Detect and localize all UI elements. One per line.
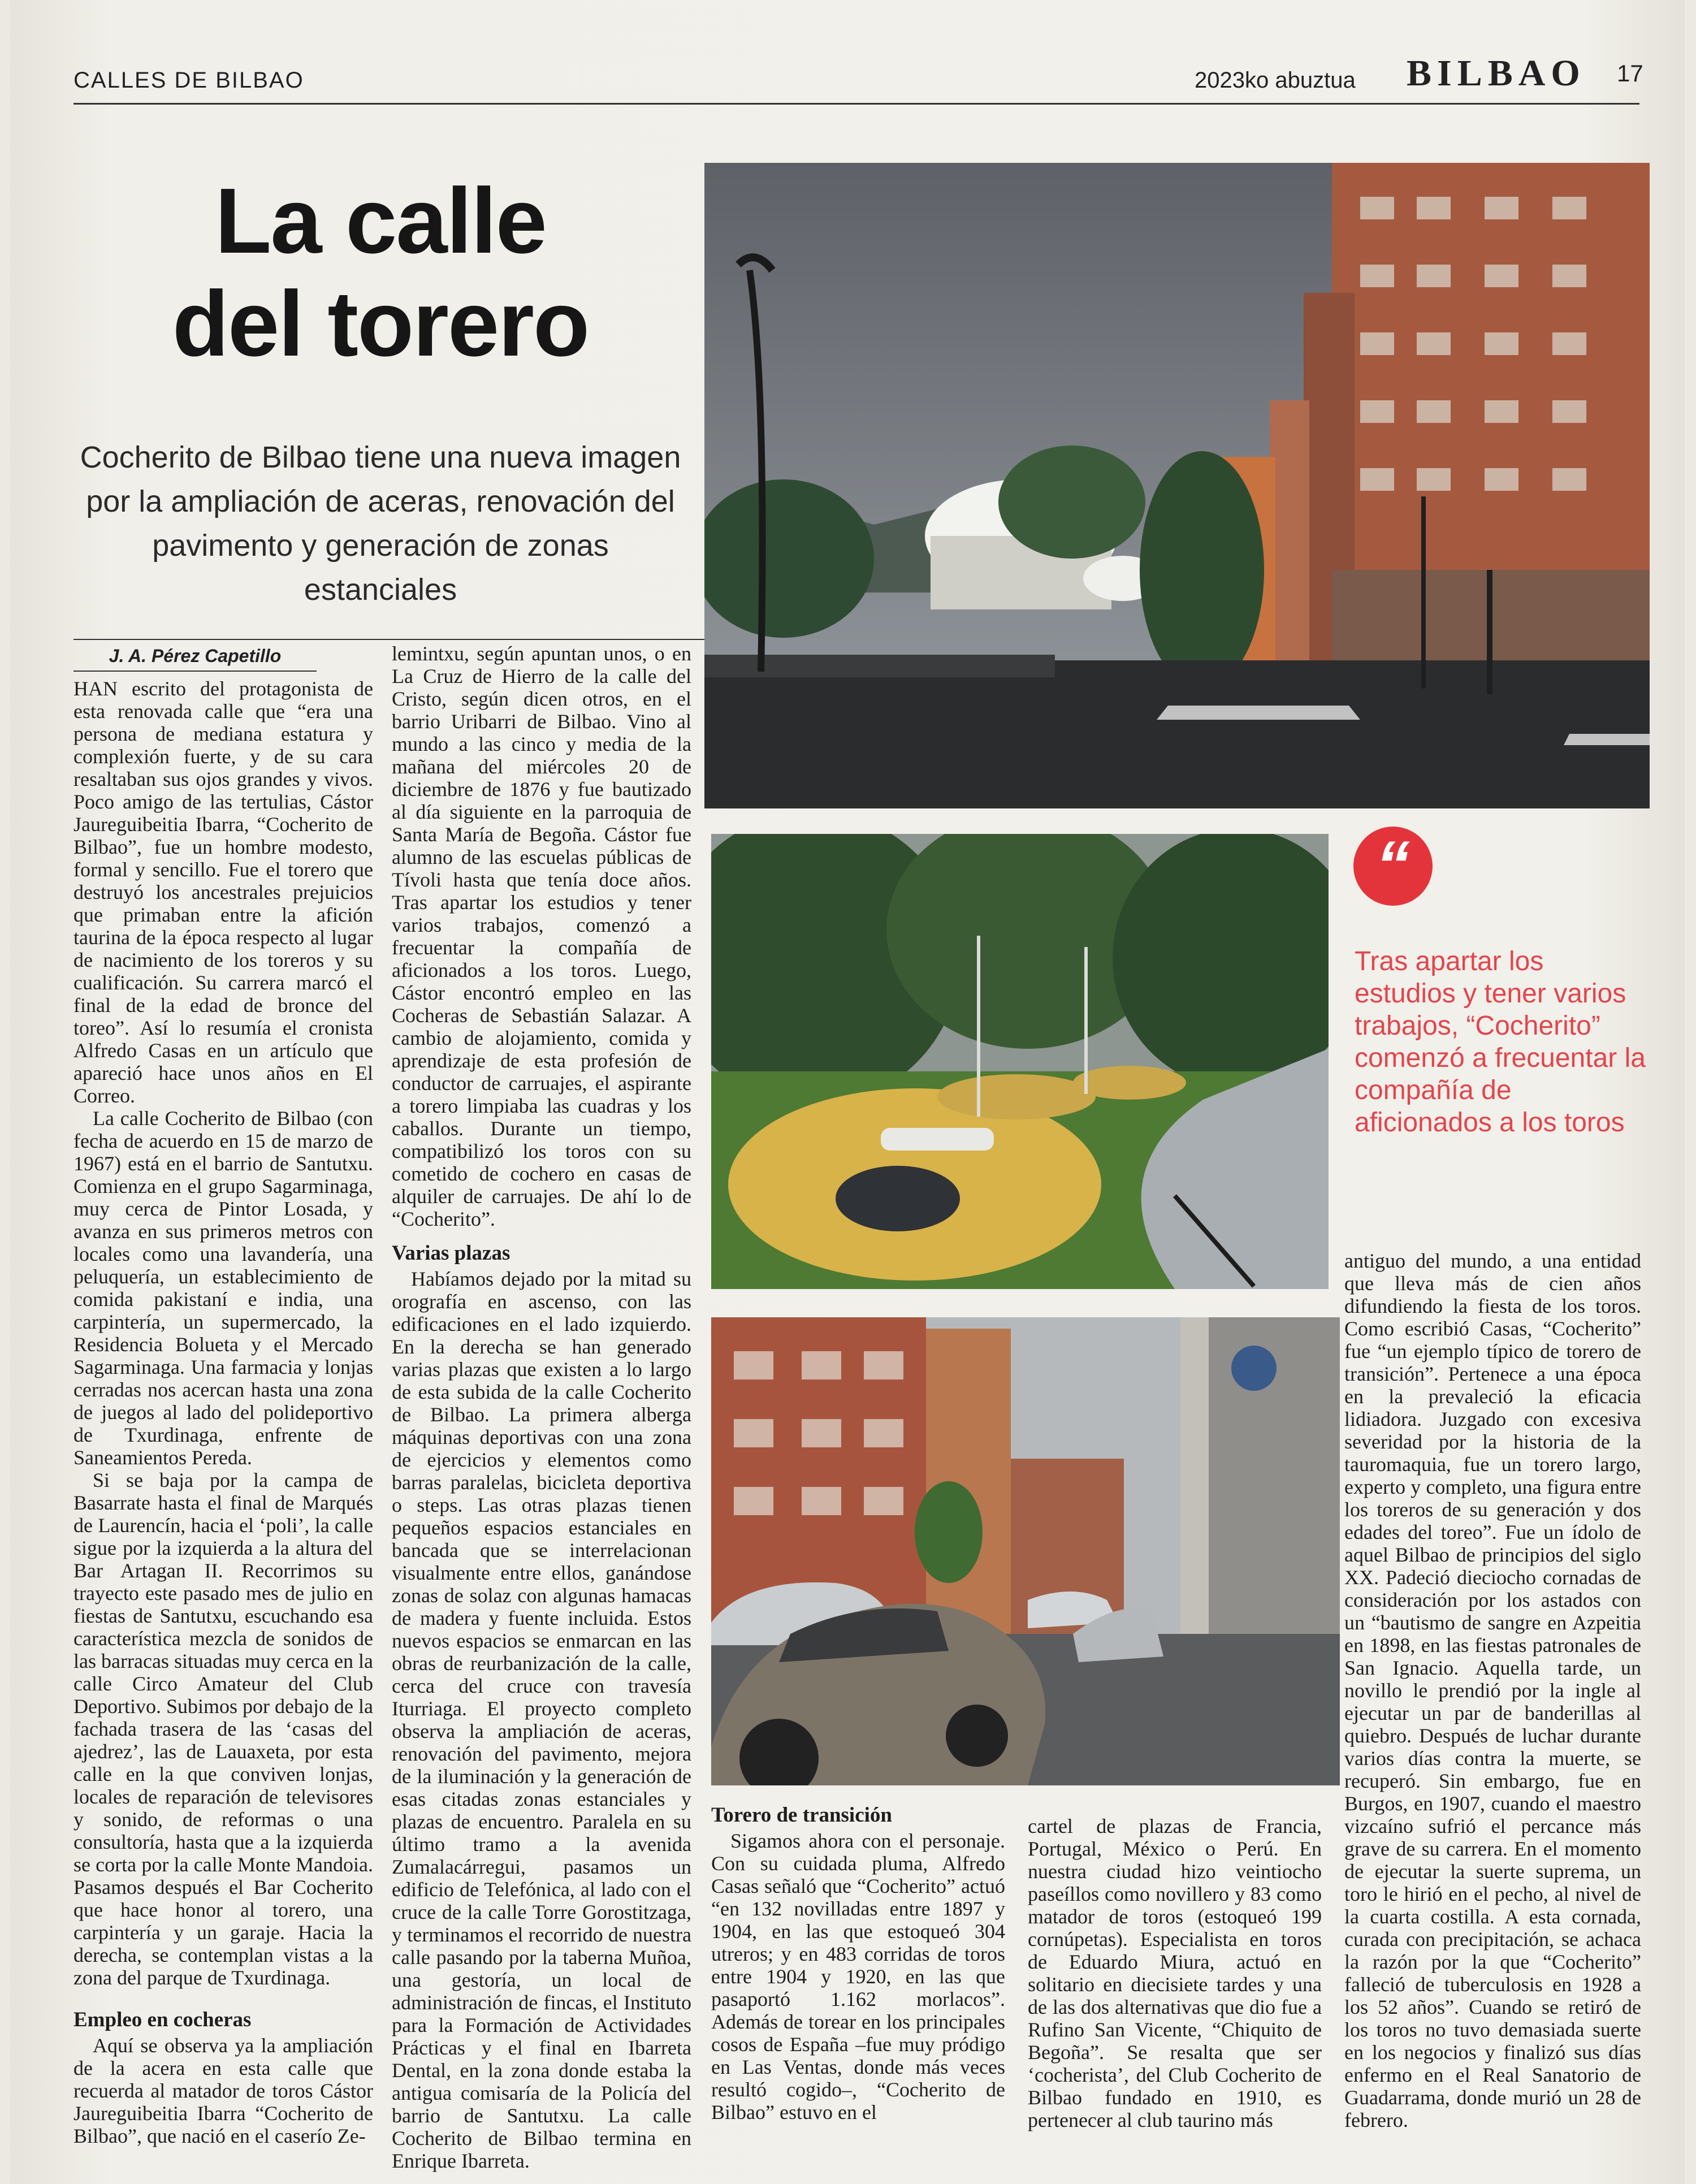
text-column-2 xyxy=(392,642,691,2172)
issue-date: 2023ko abuztua xyxy=(1195,68,1356,93)
page-number: 17 xyxy=(1617,60,1643,87)
header-rule xyxy=(73,103,1639,105)
newspaper-page xyxy=(10,0,1685,2184)
section-heading: Varias plazas xyxy=(392,1242,510,1265)
paragraph: Sigamos ahora con el personaje. Con su cuidada pluma, Alfredo Casas señaló que “Cocherito” actuó “en 132 novilladas entre 1897 y 1904, en las que estoqueó 304 utreros; y en 483 corridas de toros entre 1904 y 1920, en las que pasaportó 1.162 morlacos”. Además de torear en los principales cosos de España –fue muy pródigo en Las Ventas, donde más veces resultó cogido–, “Cocherito de Bilbao” estuvo en el xyxy=(711,1830,1005,2124)
paragraph: Habíamos dejado por la mitad su orografía en ascenso, con las edificaciones en el lado izquierdo. En la derecha se han generado varias plazas que existen a lo largo de esta subida de la calle Cocherito de Bilbao. La primera alberga máquinas deportivas con una zona de ejercicios y elementos como barras paralelas, bicicleta deportiva o steps. Las otras plazas tienen pequeños espacios estanciales en bancada que se interrelacionan visualmente entre ellos, ganándose zonas de solaz con algunas hamacas de madera y fuente incluida. Estos nuevos espacios se enmarcan en las obras de reurbanización de la calle, cerca del cruce con travesía Iturriaga. El proyecto completo observa la ampliación de aceras, renovación del pavimento, mejora de la iluminación y la generación de esas citadas zonas estanciales y plazas de encuentro. Paralela en su último tramo a la avenida Zumalacárregui, pasamos un edificio de Telefónica, al lado con el cruce de la calle Torre Gorostitzaga, y terminamos el recorrido de nuestra calle pasando por la taberna Muñoa, una gestoría, un local de administración de fincas, el Instituto para la Formación de Actividades Prácticas y el final en Ibarreta Dental, en la zona donde estaba la antigua comisaría de la Policía del barrio de Santutxu. La calle Cocherito de Bilbao termina en Enrique Ibarreta. xyxy=(392,1268,691,2172)
street-photo xyxy=(704,163,1650,808)
text-column-5 xyxy=(1344,1249,1641,2131)
paragraph: antiguo del mundo, a una entidad que lleva más de cien años difundiendo la fiesta de los toros. Como escribió Casas, “Cocherito” fue “un ejemplo típico de torero de transición”. Pertenece a una época en la prevaleció la eficacia lidiadora. Juzgado con excesiva severidad por la historia de la tauromaquia, fue un torero largo, experto y completo, una figura entre los toreros de su generación y dos edades del toreo”. Fue un ídolo de aquel Bilbao de principios del siglo XX. Padeció dieciocho cornadas de consideración por los astados con un “bautismo de sangre en Azpeitia en 1898, en las fiestas patronales de San Ignacio. Aquella tarde, un novillo le prendió por la ingle al ejecutar un par de banderillas al quiebro. Después de luchar durante varios días contra la muerte, se recuperó. Sin embargo, fue en Burgos, en 1907, cuando el maestro vizcaíno sufrió el percance más grave de su carrera. En el momento de ejecutar la suerte suprema, un toro le hirió en el pecho, al nivel de la cuarta costilla. A esta cornada, curada con precipitación, se achaca la razón por la que “Cocherito” falleció de tuberculosis en 1928 a los 52 años”. Cuando se retiró de los toros no tuvo demasiada suerte en los negocios y finalizó sus días enfermo en el Real Sanatorio de Guadarrama, donde murió un 28 de febrero. xyxy=(1344,1249,1641,2131)
paragraph: lemintxu, según apuntan unos, o en La Cruz de Hierro de la calle del Cristo, según dicen otros, en el barrio Uribarri de Bilbao. Vino al mundo a las cinco y media de la mañana del miércoles 20 de diciembre de 1876 y fue bautizado al día siguiente en la parroquia de Santa María de Begoña. Cástor fue alumno de las escuelas públicas de Tívoli hasta que tenía doce años. Tras apartar los estudios y tener varios trabajos, comenzó a frecuentar la compañía de aficionados a los toros. Luego, Cástor encontró empleo en las Cocheras de Sebastián Salazar. A cambio de alojamiento, comida y aprendizaje de esta profesión de conductor de carruajes, el aspirante a torero limpiaba las cuadras y los caballos. Durante un tiempo, compatibilizó los toros con su cometido de cochero en casas de alquiler de carruajes. De ahí lo de “Cocherito”. xyxy=(392,642,691,1230)
subheadline: Cocherito de Bilbao tiene una nueva imagen por la ampliación de aceras, renovación del pavimento y generación de zonas estanciales xyxy=(80,440,681,607)
paragraph: cartel de plazas de Francia, Portugal, México o Perú. En nuestra ciudad hizo veintiocho paseíllos como novillero y 83 como matador de toros (estoqueó 199 cornúpetas). Especialista en toros de Eduardo Miura, actuó en solitario en diecisiete tardes y una de las dos alternativas que dio fue a Rufino San Vicente, “Chiquito de Begoña”. Se resalta que ser ‘cocherista’, del Club Cocherito de Bilbao fundado en 1910, es pertenecer al club taurino más xyxy=(1028,1815,1322,2131)
byline-underline xyxy=(73,671,317,672)
paragraph: HAN escrito del protagonista de esta renovada calle que “era una persona de mediana estatura y complexión fuerte, y de su cara resaltaban sus ojos grandes y vivos. Poco amigo de las tertulias, Cástor Jaureguibeitia Ibarra, “Cocherito de Bilbao”, fue un hombre modesto, formal y sencillo. Fue el torero que destruyó los ancestrales prejuicios que primaban entre la afición taurina de la época respecto al lugar de nacimiento de los toreros y su cualificación. Su carrera marcó el final de la edad de bronce del toreo”. Así lo resumía el cronista Alfredo Casas en un artículo que apareció hace unos años en El Correo. xyxy=(73,677,373,1107)
text-column-4 xyxy=(1028,1815,1322,2131)
headline-line-1: La calle xyxy=(215,169,546,273)
text-column-1 xyxy=(73,677,373,2147)
section-heading: Torero de transición xyxy=(711,1804,892,1827)
brand-logo: BILBAO xyxy=(1407,53,1586,94)
headline-line-2: del torero xyxy=(172,272,589,375)
quote-icon: “ xyxy=(1353,827,1433,906)
pull-quote: Tras apartar los estudios y tener varios trabajos, “Cocherito” comenzó a frecuentar la compañía de aficionados a los toros xyxy=(1355,946,1646,1138)
author: J. A. Pérez Capetillo xyxy=(109,646,282,666)
paragraph: Aquí se observa ya la ampliación de la acera en esta calle que recuerda al matador de toros Cástor Jaureguibeitia Ibarra “Cocherito de Bilbao”, que nació en el caserío Ze- xyxy=(73,2034,373,2147)
cars-street-photo xyxy=(711,1317,1340,1785)
headline xyxy=(72,170,689,375)
section-heading: Empleo en cocheras xyxy=(73,2008,252,2031)
paragraph: Si se baja por la campa de Basarrate hasta el final de Marqués de Laurencín, hacia el ‘poli’, la calle sigue por la izquierda a la altura del Bar Artagan II. Recorrimos su trayecto este pasado mes de julio en fiestas de Santutxu, escuchando esa característica mezcla de sonidos de las barracas situadas muy cerca en la calle Circo Amateur del Club Deportivo. Subimos por debajo de la fachada trasera de las ‘casas del ajedrez’, las de Lauaxeta, por esta calle en la que conviven lonjas, locales de reparación de televisores y sonido, de reformas o una consultoría, hasta que a la izquierda se corta por la calle Monte Mandoia. Pasamos después el Bar Cocherito que hace honor al torero, una carpintería y un garaje. Hacia la derecha, se contemplan vistas a la zona del parque de Txurdinaga. xyxy=(73,1469,373,1989)
section-title: CALLES DE BILBAO xyxy=(73,68,304,93)
paragraph: La calle Cocherito de Bilbao (con fecha de acuerdo en 15 de marzo de 1967) está en el barrio de Santutxu. Comienza en el grupo Sagarminaga, muy cerca de Pintor Losada, y avanza en sus primeros metros con locales como una lavandería, una peluquería, un establecimiento de comida pakistaní e india, una carpintería, un supermercado, la Residencia Bolueta y el Mercado Sagarminaga. Una farmacia y lonjas cerradas nos acercan hasta una zona de juegos al lado del polideportivo de Txurdinaga, enfrente de Saneamientos Pereda. xyxy=(73,1107,373,1469)
text-column-3 xyxy=(711,1804,1005,2124)
park-photo xyxy=(711,834,1329,1289)
